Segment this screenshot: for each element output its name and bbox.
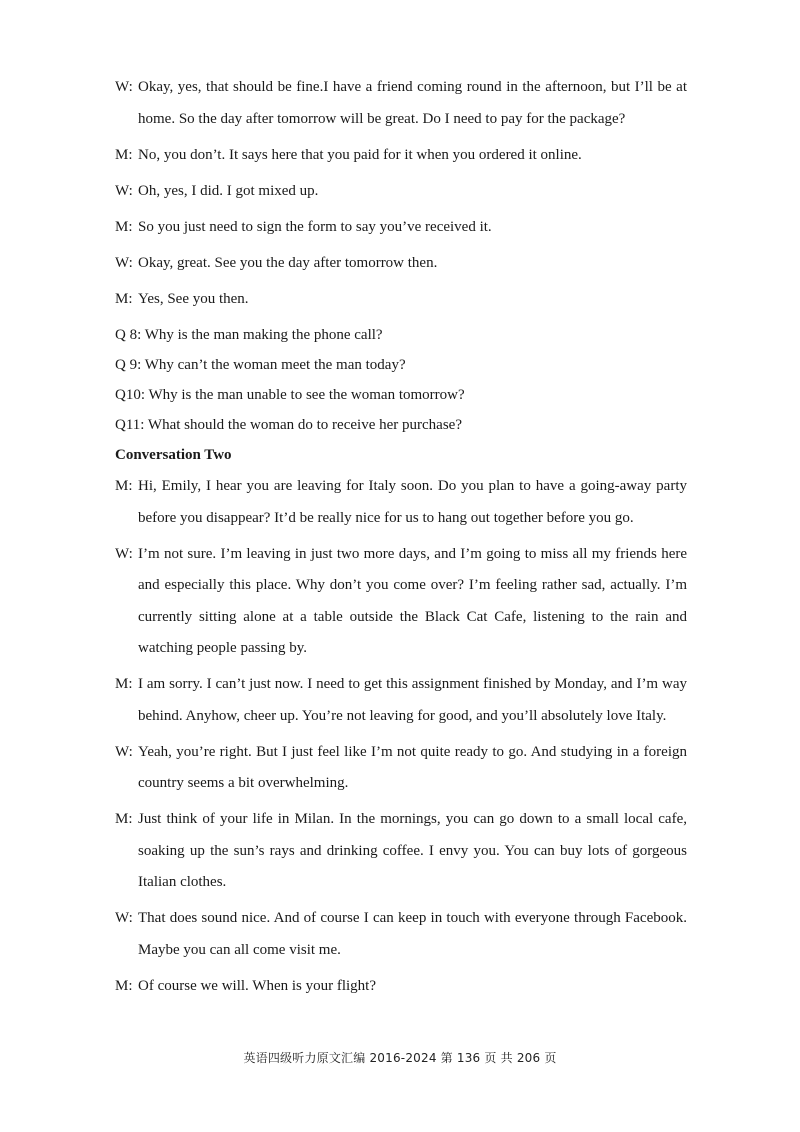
dialogue-line: [115, 284, 687, 316]
speaker-label: M:: [115, 977, 133, 994]
section-title: Conversation Two: [115, 447, 232, 463]
utterance-text: I’m not sure. I’m leaving in just two more days, and I’m going to miss all my friends here and especially this place. Why don’t you come over? I’m feeling rather sad, actually. I’m currently sitting alone at a table outside the Black Cat Cafe, listening to the rain and watching people passing by.: [138, 545, 687, 656]
speaker-label: M:: [115, 478, 133, 494]
question-item: Q 9: Why can’t the woman meet the man today?: [115, 357, 406, 373]
speaker-label: M:: [115, 218, 133, 235]
dialogue-part-two: [115, 471, 687, 1002]
dialogue-line: [115, 903, 687, 966]
utterance-text: Hi, Emily, I hear you are leaving for Italy soon. Do you plan to have a going-away party before you disappear? It’d be really nice for us to hang out together before you go.: [138, 478, 687, 526]
speaker-label: M:: [115, 146, 133, 163]
utterance-text: No, you don’t. It says here that you paid for it when you ordered it online.: [138, 146, 582, 163]
utterance-text: Okay, yes, that should be fine.I have a friend coming round in the afternoon, but I’ll be at home. So the day after tomorrow will be great. Do I need to pay for the package?: [138, 79, 687, 127]
question-item: Q11: What should the woman do to receive her purchase?: [115, 417, 462, 433]
page-footer: 英语四级听力原文汇编 2016-2024 第 136 页 共 206 页: [243, 1051, 557, 1065]
speaker-label: M:: [115, 290, 133, 307]
speaker-label: W:: [115, 910, 133, 926]
dialogue-part-one: [115, 72, 687, 315]
utterance-text: I am sorry. I can’t just now. I need to get this assignment finished by Monday, and I’m way behind. Anyhow, cheer up. You’re not leaving for good, and you’ll absolutely love Italy.: [138, 676, 687, 724]
dialogue-line: [115, 140, 687, 172]
utterance-text: Oh, yes, I did. I got mixed up.: [138, 182, 319, 199]
utterance-text: So you just need to sign the form to say you’ve received it.: [138, 218, 492, 235]
dialogue-line: [115, 176, 687, 208]
page-content: [115, 72, 687, 1007]
dialogue-line: [115, 72, 687, 135]
speaker-label: M:: [115, 811, 133, 827]
dialogue-line: [115, 212, 687, 244]
speaker-label: W:: [115, 254, 133, 271]
speaker-label: W:: [115, 545, 133, 562]
dialogue-line: [115, 471, 687, 534]
question-item: Q10: Why is the man unable to see the woman tomorrow?: [115, 387, 465, 403]
utterance-text: That does sound nice. And of course I can keep in touch with everyone through Facebook. Maybe you can all come visit me.: [138, 910, 687, 958]
dialogue-line: [115, 737, 687, 800]
utterance-text: Okay, great. See you the day after tomorrow then.: [138, 254, 438, 271]
question-list: [115, 320, 687, 440]
speaker-label: W:: [115, 182, 133, 199]
utterance-text: Just think of your life in Milan. In the mornings, you can go down to a small local cafe, soaking up the sun’s rays and drinking coffee. I envy you. You can buy lots of gorgeous Italian clothes.: [138, 811, 687, 890]
dialogue-line: [115, 669, 687, 732]
speaker-label: W:: [115, 743, 133, 760]
utterance-text: Of course we will. When is your flight?: [138, 977, 377, 994]
question-item: Q 8: Why is the man making the phone call?: [115, 327, 383, 343]
dialogue-line: [115, 804, 687, 899]
utterance-text: Yeah, you’re right. But I just feel like I’m not quite ready to go. And studying in a foreign country seems a bit overwhelming.: [138, 743, 687, 791]
utterance-text: Yes, See you then.: [138, 290, 249, 307]
dialogue-line: [115, 971, 687, 1003]
speaker-label: W:: [115, 79, 133, 95]
dialogue-line: [115, 248, 687, 280]
dialogue-line: [115, 539, 687, 665]
speaker-label: M:: [115, 676, 133, 692]
